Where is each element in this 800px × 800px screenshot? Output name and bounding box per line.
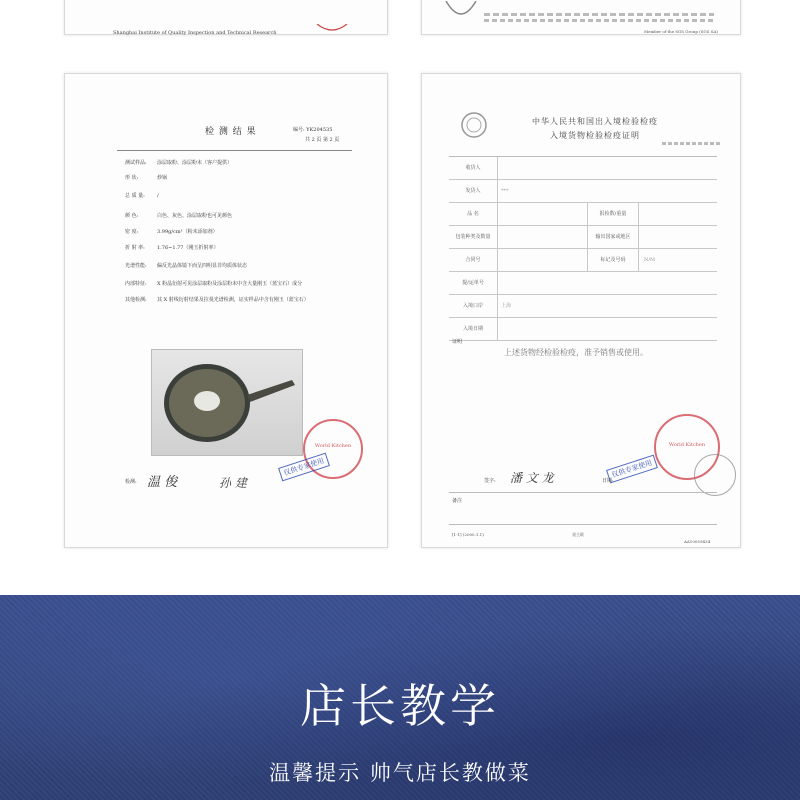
- banner-subtitle: 温馨提示 帅气店长教做菜: [269, 761, 531, 785]
- institute-name: Shanghai Institute of Quality Inspection and Technical Research: [113, 30, 277, 36]
- serial-number: AA10059434: [684, 539, 711, 544]
- certificate-title-line1: 中华人民共和国出入境检验检疫: [532, 117, 658, 126]
- report-field: 折 射 率: 1.76~1.77（刚玉折射率）: [125, 245, 219, 251]
- signature-label: 签字:: [484, 478, 496, 484]
- reviewer-signature: 孙 建: [219, 476, 247, 490]
- teaching-banner: [0, 595, 800, 800]
- sgs-logo-icon: [444, 1, 478, 25]
- table-row: 发货人 ***: [449, 180, 717, 203]
- address-line: [484, 13, 714, 16]
- expert-use-stamp: 仅供专家使用: [606, 455, 658, 484]
- remark-label: 证明: [452, 339, 463, 345]
- date-label: 日期:: [602, 478, 614, 484]
- ciq-logo-icon: [460, 111, 488, 139]
- report-field: 总 质 量: /: [125, 193, 159, 199]
- wok-photo: [151, 349, 303, 456]
- top-left-document: [64, 0, 388, 35]
- inspection-certificate-document: [421, 73, 741, 548]
- copy-label: 货主联: [572, 532, 584, 537]
- wok-icon: [152, 350, 302, 455]
- table-row: 收货人: [449, 157, 717, 180]
- certificate-statement: 上述货物经检验检疫，准予销售或使用。: [504, 348, 648, 357]
- red-seal-icon: World Kitchen: [303, 419, 363, 479]
- certificate-table: [449, 156, 717, 341]
- officer-signature: 潘 文 龙: [510, 471, 554, 485]
- report-divider: [117, 150, 352, 151]
- expert-use-stamp: 仅供专家使用: [278, 453, 330, 482]
- table-row: 入境口岸 上海: [449, 295, 717, 318]
- tester-label: 检测:: [125, 479, 137, 485]
- sgs-member-text: Member of the SGS Group (SGS SA): [644, 29, 718, 34]
- table-row: 提/运单号: [449, 272, 717, 295]
- red-seal-icon: World Kitchen: [654, 414, 720, 480]
- note-divider: [449, 492, 717, 493]
- table-row: 合同号 标记及号码 N/M: [449, 249, 717, 272]
- report-field: 其他检测: 其 X 射线衍射结果及拉曼光谱检测，证实样品中含有刚玉（蓝宝石）: [125, 297, 309, 303]
- report-page-number: 共 2 页 第 2 页: [305, 137, 340, 143]
- table-row: 入境日期: [449, 318, 717, 341]
- report-field: 光谱性能: 偏反光晶体镜下而呈四明显非均质体状态: [125, 263, 248, 269]
- seal-fragment-icon: [315, 24, 349, 34]
- report-title: 检 测 结 果: [205, 127, 257, 137]
- report-field: 密 度: 3.99g/cm³（粉末添加剂）: [125, 229, 218, 235]
- certificate-title-line2: 入境货物检验检疫证明: [550, 131, 640, 140]
- banner-title: 店长教学: [300, 679, 500, 733]
- report-field: 测试样品: 涂层取粉、涂层粉末（客户提供）: [125, 160, 233, 166]
- form-code: [1-1] (2000.1.1): [452, 532, 484, 537]
- top-right-document: [421, 0, 741, 35]
- report-field: 形 状: 炒锅: [125, 175, 168, 181]
- grey-seal-icon: [694, 454, 736, 496]
- address-line-2: [484, 19, 714, 22]
- test-report-document: [64, 73, 388, 548]
- note-label: 备注: [452, 498, 463, 504]
- report-field: 内部特征: X 粉晶衍射可见涂层取粉及涂层粉末中含大量刚玉（蓝宝石）成分: [125, 281, 303, 287]
- tester-signature: 温 俊: [147, 475, 178, 490]
- certificate-number: [662, 142, 722, 145]
- footer-divider: [449, 524, 717, 525]
- report-number: 编号: YK204535: [293, 127, 333, 133]
- report-field: 颜 色: 白色、灰色、涂层取粉也可见颜色: [125, 213, 233, 219]
- table-row: 品 名 报检数/重量: [449, 203, 717, 226]
- table-row: 包装种类及数量 输出国家或地区: [449, 226, 717, 249]
